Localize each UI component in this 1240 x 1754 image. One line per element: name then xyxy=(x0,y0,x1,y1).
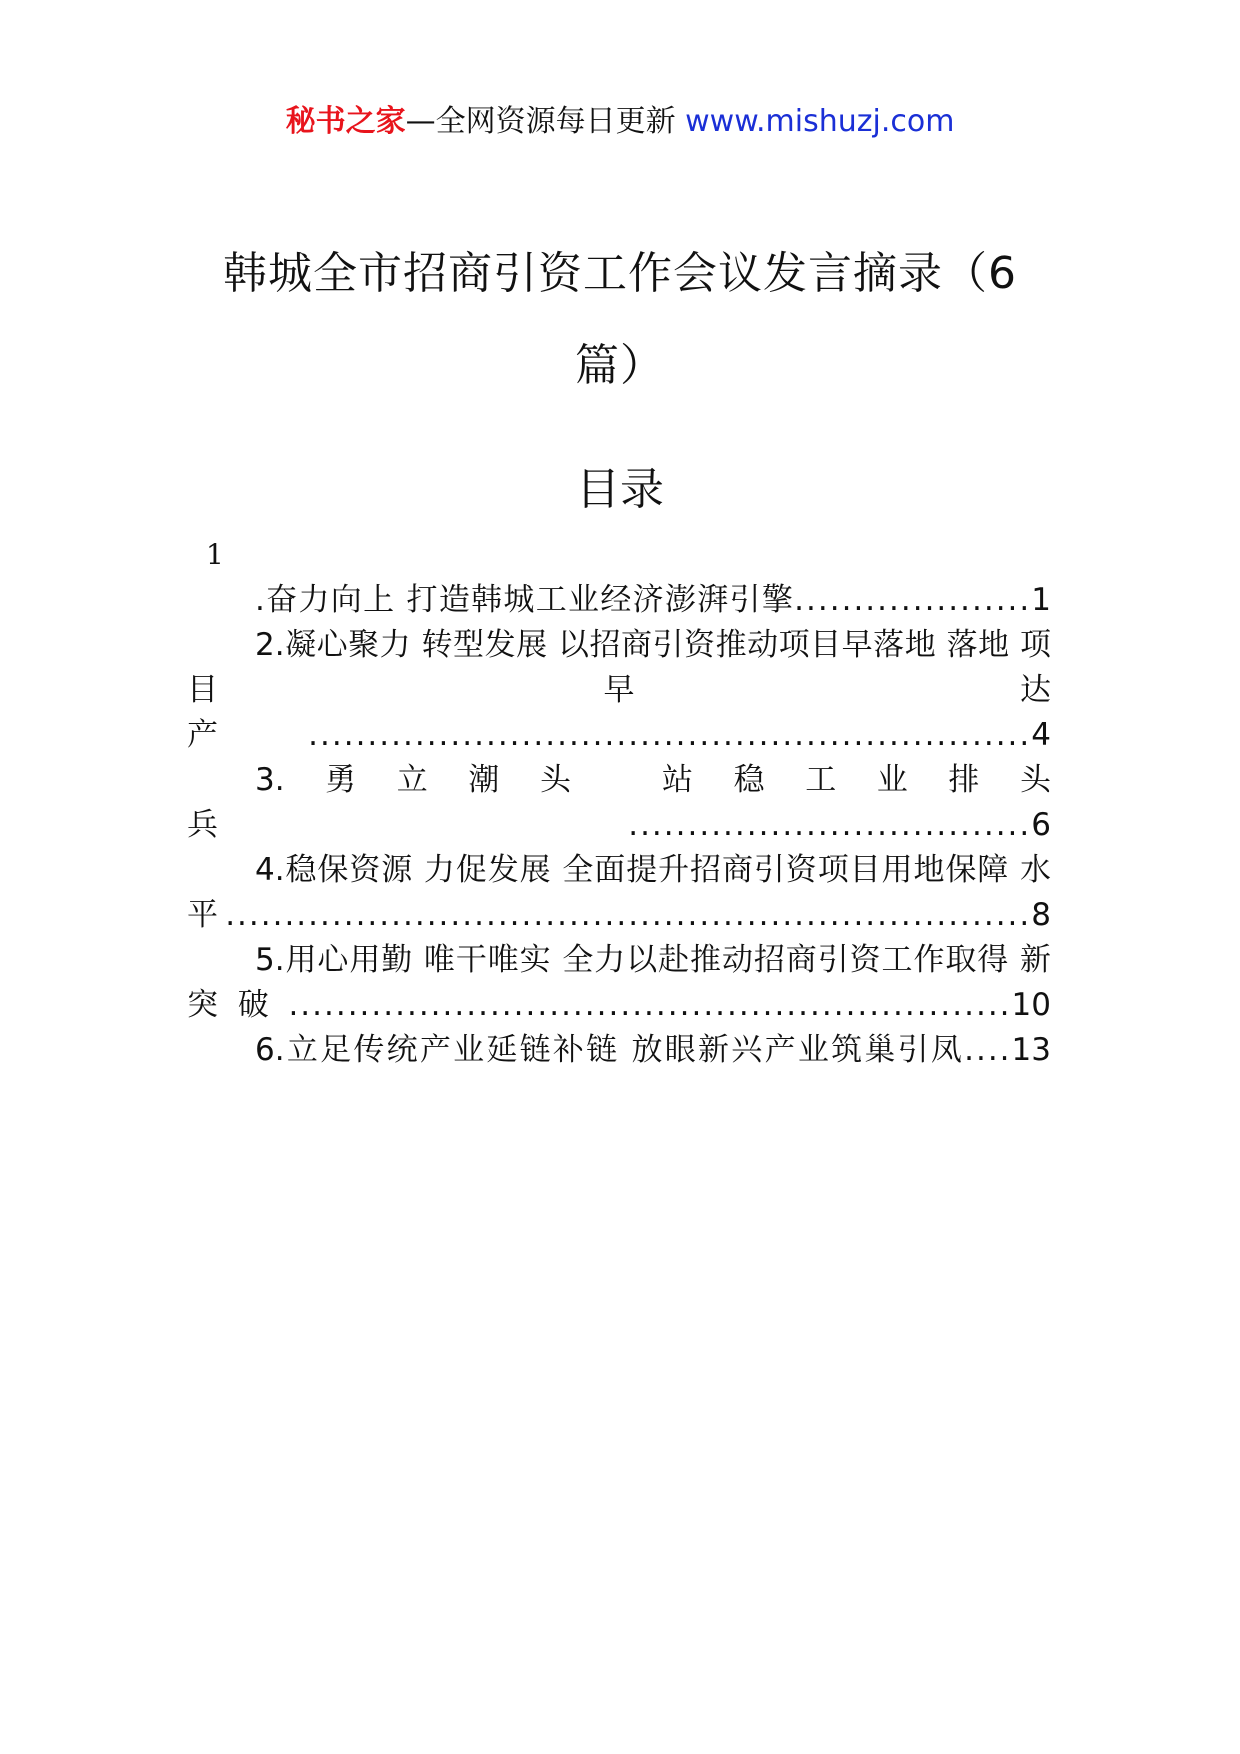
site-url-link[interactable]: www.mishuzj.com xyxy=(685,104,955,139)
toc-leader-dots: ............................................................. xyxy=(308,717,1032,753)
toc-leader-dots: .................... xyxy=(794,582,1032,618)
toc-page-number: 1 xyxy=(1031,582,1051,618)
toc-leader-dots: .................................. xyxy=(628,807,1032,843)
toc-page-number: 13 xyxy=(1011,1032,1051,1068)
toc-entry-title-continued: 项目早达产 xyxy=(187,627,1051,753)
toc-entry[interactable] xyxy=(187,623,1051,758)
brand-name: 秘书之家 xyxy=(285,104,406,139)
toc-entry[interactable] xyxy=(187,578,1051,623)
document-title xyxy=(195,228,1045,412)
toc-leader-dots: .... xyxy=(964,1032,1012,1068)
header-tagline: —全网资源每日更新 xyxy=(405,104,676,139)
toc-page-number: 8 xyxy=(1031,897,1051,933)
toc-leader-dots: .................................................................... xyxy=(225,897,1032,933)
stray-list-number: 1 xyxy=(206,538,224,571)
toc-leader-dots: ............................................................. xyxy=(288,987,1012,1023)
toc-entry-title: .奋力向上 打造韩城工业经济澎湃引擎 xyxy=(255,582,795,618)
toc-page-number: 6 xyxy=(1031,807,1051,843)
toc-entry-title: 5.用心用勤 唯干唯实 全力以赴推动招商引资工作取得 xyxy=(255,942,1010,978)
toc-entry-title: 6.立足传统产业延链补链 放眼新兴产业筑巢引凤 xyxy=(255,1032,965,1068)
toc-entry[interactable] xyxy=(187,938,1051,1028)
toc-entry[interactable] xyxy=(187,1028,1051,1073)
document-title-line-2: 篇） xyxy=(575,340,665,391)
toc-entry-title-continued: 新突破 xyxy=(187,942,1051,1023)
toc-page-number: 10 xyxy=(1011,987,1051,1023)
toc-page-number: 4 xyxy=(1031,717,1051,753)
toc-entry-title: 3.勇立潮头 站稳工业排头兵 xyxy=(187,762,1051,843)
document-title-line-1: 韩城全市招商引资工作会议发言摘录（6 xyxy=(223,248,1017,299)
toc-entry[interactable] xyxy=(187,848,1051,938)
site-header xyxy=(0,100,1240,144)
toc-heading: 目录 xyxy=(576,464,664,515)
table-of-contents xyxy=(187,578,1051,1073)
toc-entry-title: 2.凝心聚力 转型发展 以招商引资推动项目早落地 落地 xyxy=(255,627,1010,663)
toc-entry-title-continued: 水平 xyxy=(187,852,1051,933)
toc-entry-title: 4.稳保资源 力促发展 全面提升招商引资项目用地保障 xyxy=(255,852,1010,888)
toc-entry[interactable] xyxy=(187,758,1051,848)
